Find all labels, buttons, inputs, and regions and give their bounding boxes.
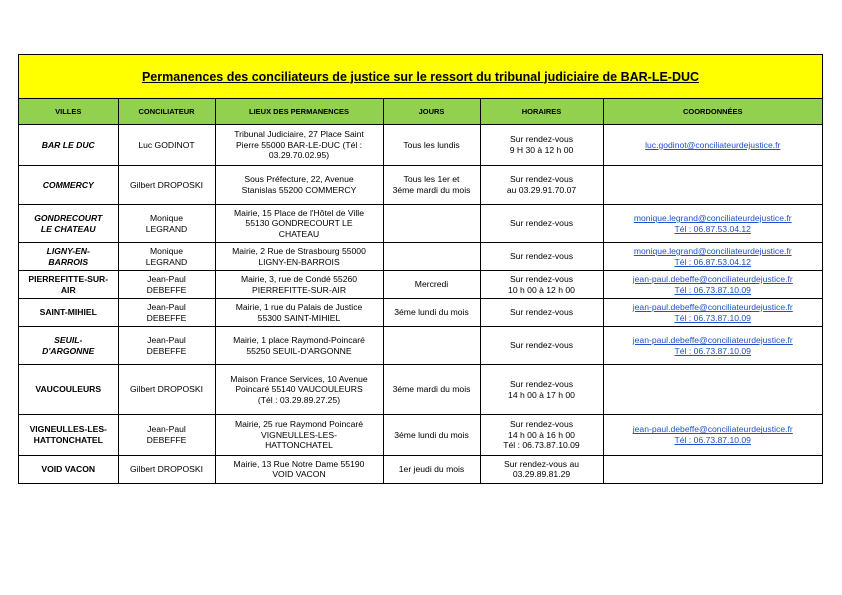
horaires-line: 14 h 00 à 17 h 00: [508, 389, 575, 400]
lieu-cell: [215, 456, 383, 483]
horaires-line: Sur rendez-vous: [509, 419, 574, 430]
horaires-line: Sur rendez-vous: [509, 273, 574, 284]
coordonnees-cell: [603, 299, 822, 327]
lieu-line: Mairie, 2 Rue de Strasbourg 55000: [232, 245, 366, 256]
lieu-line: Sous Préfecture, 22, Avenue: [244, 174, 354, 185]
ville-line: VIGNEULLES-LES-: [29, 424, 107, 435]
jours-cell: [383, 365, 480, 415]
title-banner: [19, 55, 822, 99]
horaires-line: Tél : 06.73.87.10.09: [503, 440, 580, 451]
email-link[interactable]: jean-paul.debeffe@conciliateurdejustice.fr: [632, 334, 793, 345]
horaires-line: 10 h 00 à 12 h 00: [508, 284, 575, 295]
header-horaires: HORAIRES: [480, 99, 603, 125]
lieu-line: HATTONCHATEL: [265, 440, 333, 451]
table-row: [19, 365, 822, 415]
jours-cell: [383, 271, 480, 299]
jours-cell: [383, 327, 480, 365]
horaires-cell: [480, 415, 603, 456]
horaires-cell: [480, 456, 603, 483]
ville-line: COMMERCY: [42, 179, 94, 190]
ville-cell: [19, 166, 118, 205]
horaires-cell: [480, 327, 603, 365]
ville-cell: [19, 243, 118, 271]
lieu-line: Pierre 55000 BAR-LE-DUC (Tél :: [235, 139, 363, 150]
jours-cell: [383, 299, 480, 327]
lieu-line: LIGNY-EN-BARROIS: [258, 256, 340, 267]
horaires-line: Sur rendez-vous au: [504, 458, 579, 469]
table-body: [19, 125, 822, 483]
ville-line: AIR: [60, 284, 76, 295]
lieu-line: 55300 SAINT-MIHIEL: [257, 312, 341, 323]
horaires-cell: [480, 299, 603, 327]
ville-line: SEUIL-: [54, 334, 83, 345]
table-row: [19, 125, 822, 166]
lieu-line: Maison France Services, 10 Avenue: [230, 373, 368, 384]
jours-line: 3éme lundi du mois: [394, 307, 469, 318]
horaires-line: 14 h 00 à 16 h 00: [508, 429, 575, 440]
ville-cell: [19, 271, 118, 299]
table-row: [19, 166, 822, 205]
conciliateur-line: DEBEFFE: [146, 345, 187, 356]
horaires-cell: [480, 243, 603, 271]
header-coordonnees: COORDONNÉES: [603, 99, 822, 125]
table-row: [19, 327, 822, 365]
horaires-cell: [480, 365, 603, 415]
ville-cell: [19, 125, 118, 166]
jours-cell: [383, 166, 480, 205]
email-link[interactable]: monique.legrand@conciliateurdejustice.fr: [633, 212, 792, 223]
horaires-line: Sur rendez-vous: [509, 218, 574, 229]
ville-cell: [19, 327, 118, 365]
ville-line: HATTONCHATEL: [33, 435, 103, 445]
permanences-sheet: [18, 54, 823, 484]
lieu-line: 55250 SEUIL-D'ARGONNE: [246, 345, 352, 356]
lieu-line: (Tél : 03.29.89.27.25): [257, 394, 341, 405]
header-lieux: LIEUX DES PERMANENCES: [215, 99, 383, 125]
conciliateur-line: Jean-Paul: [147, 273, 186, 284]
ville-line: LE CHATEAU: [40, 223, 96, 234]
phone-link[interactable]: Tél : 06.87.53.04.12: [674, 256, 751, 267]
email-link[interactable]: luc.godinot@conciliateurdejustice.fr: [645, 139, 781, 150]
conciliateur-line: Luc GODINOT: [138, 139, 195, 150]
lieu-line: Mairie, 15 Place de l'Hôtel de Ville: [234, 207, 364, 218]
header-conciliateur: CONCILIATEUR: [118, 99, 215, 125]
jours-line: 3éme mardi du mois: [392, 384, 471, 395]
ville-line: D'ARGONNE: [42, 345, 95, 356]
conciliateur-line: Jean-Paul: [147, 334, 186, 345]
lieu-line: CHATEAU: [278, 228, 320, 239]
jours-line: 1er jeudi du mois: [398, 463, 465, 474]
lieu-line: VOID VACON: [272, 469, 326, 480]
conciliateur-line: DEBEFFE: [146, 312, 187, 323]
coordonnees-cell: [603, 415, 822, 456]
coordonnees-cell: [603, 125, 822, 166]
conciliateur-line: Jean-Paul: [147, 424, 186, 435]
phone-link[interactable]: Tél : 06.87.53.04.12: [674, 223, 751, 234]
horaires-line: 9 H 30 à 12 h 00: [509, 145, 574, 155]
ville-line: BARROIS: [48, 256, 89, 267]
horaires-line: 03.29.89.81.29: [512, 469, 571, 480]
lieu-line: VIGNEULLES-LES-: [261, 429, 337, 440]
jours-line: Mercredi: [414, 279, 449, 290]
coordonnees-cell: [603, 456, 822, 483]
lieu-line: Mairie, 1 rue du Palais de Justice: [235, 301, 363, 312]
coordonnees-cell: [603, 271, 822, 299]
table-row: [19, 271, 822, 299]
email-link[interactable]: monique.legrand@conciliateurdejustice.fr: [633, 245, 792, 256]
table-row: [19, 415, 822, 456]
conciliateur-line: Jean-Paul: [147, 301, 186, 312]
horaires-line: Sur rendez-vous: [509, 134, 574, 145]
ville-line: BAR LE DUC: [41, 139, 95, 150]
jours-cell: [383, 415, 480, 456]
conciliateur-cell: [118, 365, 215, 415]
lieu-line: Tribunal Judiciaire, 27 Place Saint: [234, 129, 364, 140]
coordonnees-cell: [603, 365, 822, 415]
lieu-cell: [215, 205, 383, 243]
phone-link[interactable]: Tél : 06.73.87.10.09: [674, 435, 751, 445]
horaires-cell: [480, 271, 603, 299]
lieu-line: Mairie, 25 rue Raymond Poincaré: [234, 419, 363, 430]
lieu-cell: [215, 243, 383, 271]
conciliateur-line: Monique: [150, 245, 183, 256]
conciliateur-line: Gilbert DROPOSKI: [129, 179, 204, 190]
lieu-cell: [215, 299, 383, 327]
jours-cell: [383, 456, 480, 483]
phone-link[interactable]: Tél : 06.73.87.10.09: [674, 312, 751, 323]
conciliateur-cell: [118, 271, 215, 299]
ville-line: VAUCOULEURS: [35, 384, 102, 395]
horaires-cell: [480, 125, 603, 166]
conciliateur-cell: [118, 125, 215, 166]
ville-line: LIGNY-EN-: [46, 245, 90, 256]
ville-line: PIERREFITTE-SUR-: [28, 273, 109, 284]
jours-line: Tous les lundis: [403, 139, 460, 150]
ville-cell: [19, 456, 118, 483]
email-link[interactable]: jean-paul.debeffe@conciliateurdejustice.fr: [632, 301, 793, 312]
jours-cell: [383, 205, 480, 243]
lieu-line: Mairie, 13 Rue Notre Dame 55190: [233, 458, 365, 469]
jours-cell: [383, 125, 480, 166]
horaires-cell: [480, 205, 603, 243]
lieu-cell: [215, 166, 383, 205]
lieu-cell: [215, 327, 383, 365]
jours-line: Tous les 1er et: [403, 174, 460, 185]
header-row: [19, 99, 822, 125]
conciliateur-cell: [118, 299, 215, 327]
lieu-line: Poincaré 55140 VAUCOULEURS: [235, 384, 363, 395]
conciliateur-cell: [118, 205, 215, 243]
horaires-line: Sur rendez-vous: [509, 340, 574, 351]
conciliateur-line: Gilbert DROPOSKI: [129, 463, 204, 474]
jours-line: 3éme lundi du mois: [394, 429, 469, 440]
ville-cell: [19, 415, 118, 456]
conciliateur-line: Monique: [150, 212, 183, 223]
horaires-cell: [480, 166, 603, 205]
coordonnees-cell: [603, 166, 822, 205]
horaires-line: au 03.29.91.70.07: [506, 185, 577, 195]
ville-cell: [19, 299, 118, 327]
lieu-line: 55130 GONDRECOURT LE: [245, 218, 353, 229]
permanences-table: [19, 99, 822, 483]
lieu-line: Stanislas 55200 COMMERCY: [241, 185, 357, 195]
ville-cell: [19, 205, 118, 243]
table-row: [19, 299, 822, 327]
email-link[interactable]: jean-paul.debeffe@conciliateurdejustice.fr: [632, 273, 793, 284]
horaires-line: Sur rendez-vous: [509, 174, 574, 185]
ville-line: GONDRECOURT: [34, 212, 103, 223]
header-jours: JOURS: [383, 99, 480, 125]
conciliateur-line: LEGRAND: [145, 256, 188, 267]
conciliateur-line: DEBEFFE: [146, 284, 187, 295]
phone-link[interactable]: Tél : 06.73.87.10.09: [674, 345, 751, 356]
coordonnees-cell: [603, 243, 822, 271]
horaires-line: Sur rendez-vous: [509, 251, 574, 262]
lieu-line: 03.29.70.02.95): [268, 150, 330, 161]
coordonnees-cell: [603, 205, 822, 243]
horaires-line: Sur rendez-vous: [509, 307, 574, 318]
lieu-line: Mairie, 3, rue de Condé 55260: [240, 273, 358, 284]
lieu-line: Mairie, 1 place Raymond-Poincaré: [233, 334, 365, 345]
conciliateur-cell: [118, 327, 215, 365]
conciliateur-line: LEGRAND: [145, 223, 188, 234]
lieu-cell: [215, 415, 383, 456]
jours-cell: [383, 243, 480, 271]
ville-line: SAINT-MIHIEL: [39, 307, 97, 318]
conciliateur-line: DEBEFFE: [146, 435, 187, 445]
horaires-line: Sur rendez-vous: [509, 378, 574, 389]
header-villes: VILLES: [19, 99, 118, 125]
ville-line: VOID VACON: [41, 463, 96, 474]
table-row: [19, 205, 822, 243]
jours-line: 3éme mardi du mois: [392, 185, 471, 195]
conciliateur-cell: [118, 456, 215, 483]
conciliateur-cell: [118, 243, 215, 271]
page-title: Permanences des conciliateurs de justice sur le ressort du tribunal judiciaire de BAR-LE-DUC: [141, 69, 700, 84]
lieu-cell: [215, 365, 383, 415]
table-row: [19, 456, 822, 483]
lieu-cell: [215, 125, 383, 166]
lieu-cell: [215, 271, 383, 299]
table-row: [19, 243, 822, 271]
conciliateur-cell: [118, 166, 215, 205]
conciliateur-line: Gilbert DROPOSKI: [129, 384, 204, 395]
phone-link[interactable]: Tél : 06.73.87.10.09: [674, 284, 751, 295]
coordonnees-cell: [603, 327, 822, 365]
email-link[interactable]: jean-paul.debeffe@conciliateurdejustice.fr: [632, 424, 793, 435]
lieu-line: PIERREFITTE-SUR-AIR: [251, 284, 347, 295]
conciliateur-cell: [118, 415, 215, 456]
ville-cell: [19, 365, 118, 415]
